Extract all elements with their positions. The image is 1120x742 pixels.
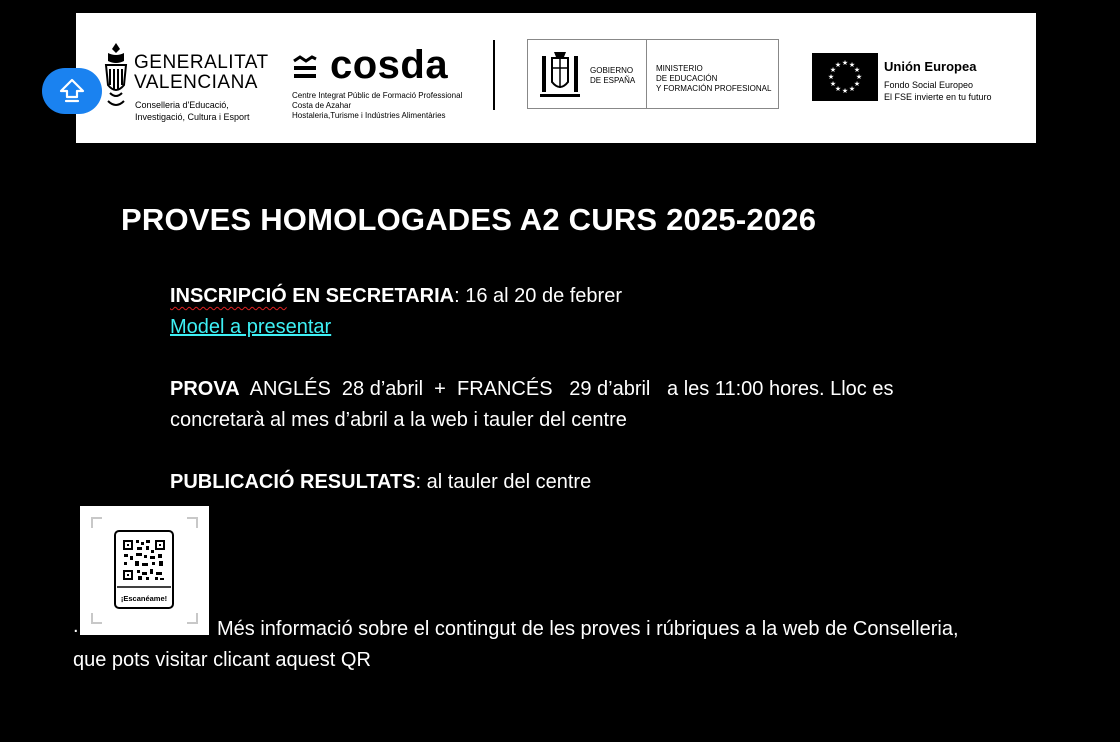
cosda-wordmark: cosda <box>330 43 449 87</box>
inscripcio-dates: : 16 al 20 de febrer <box>454 285 622 307</box>
svg-text:★: ★ <box>853 80 861 88</box>
gobierno-text <box>590 66 635 86</box>
gobierno-line2: DE ESPAÑA <box>590 76 636 85</box>
ue-logo <box>812 53 1032 113</box>
inscripcio-paragraph <box>170 281 1030 312</box>
gobierno-line1: GOBIERNO <box>590 66 634 75</box>
prova-paragraph <box>170 374 1030 405</box>
scroll-up-button[interactable] <box>42 68 102 114</box>
conselleria-line2: Investigació, Cultura i Esport <box>135 112 250 122</box>
arrow-up-icon <box>58 77 86 105</box>
info-line2: que pots visitar clicant aquest QR <box>73 649 371 671</box>
ue-sub-line2: El FSE invierte en tu futuro <box>884 92 992 102</box>
cosda-subtitle <box>292 91 462 121</box>
gobierno-separator <box>646 40 647 108</box>
resultats-paragraph <box>170 467 1030 498</box>
page-title: PROVES HOMOLOGADES A2 CURS 2025-2026 <box>121 202 817 237</box>
svg-text:★: ★ <box>841 87 849 95</box>
cosda-logo <box>292 43 482 133</box>
stray-dot: . <box>73 615 79 637</box>
ministerio-line2: DE EDUCACIÓN <box>656 74 718 83</box>
resultats-label: PUBLICACIÓ RESULTATS <box>170 471 416 493</box>
ue-title: Unión Europea <box>884 59 977 74</box>
svg-text:★: ★ <box>848 61 856 69</box>
prova-text-line2: concretarà al mes d’abril a la web i tauler del centre <box>170 409 627 431</box>
svg-text:★: ★ <box>834 61 842 69</box>
main-content <box>170 281 1030 498</box>
qr-caption: ¡Escanéame! <box>120 594 168 603</box>
cosda-sub-line2: Costa de Azahar <box>292 101 352 110</box>
ue-sub-line1: Fondo Social Europeo <box>884 80 974 90</box>
ue-subtitle <box>884 79 992 103</box>
generalitat-name-line2: VALENCIANA <box>134 72 258 93</box>
gobierno-logo <box>527 39 779 109</box>
eu-flag-icon <box>812 53 878 101</box>
secretaria-label: EN SECRETARIA <box>286 285 455 307</box>
inscripcio-label: INSCRIPCIÓ <box>170 285 287 307</box>
prova-text-line1: ANGLÉS 28 d’abril + FRANCÉS 29 d’abril a les 11:00 hores. Lloc es <box>239 378 894 400</box>
svg-text:★: ★ <box>848 85 856 93</box>
ministerio-line3: Y FORMACIÓN PROFESIONAL <box>656 84 772 93</box>
ministerio-text <box>656 64 771 94</box>
ministerio-line1: MINISTERIO <box>656 64 703 73</box>
logo-divider <box>493 40 495 110</box>
generalitat-logo <box>102 39 272 129</box>
svg-text:★: ★ <box>853 66 861 74</box>
info-paragraph <box>73 614 1053 676</box>
cosda-sub-line3: Hostaleria,Turisme i Indústries Alimentàries <box>292 111 446 120</box>
generalitat-emblem-icon <box>102 41 130 113</box>
svg-text:★: ★ <box>834 85 842 93</box>
cosda-sub-line1: Centre Integrat Públic de Formació Professional <box>292 91 463 100</box>
resultats-value: : al tauler del centre <box>415 471 592 493</box>
generalitat-name <box>134 53 269 93</box>
model-link[interactable]: Model a presentar <box>170 316 332 338</box>
cosda-waves-icon <box>292 55 318 81</box>
svg-text:★: ★ <box>829 66 837 74</box>
prova-label: PROVA <box>170 378 240 400</box>
spain-coat-of-arms-icon <box>538 48 582 100</box>
svg-text:★: ★ <box>829 80 837 88</box>
svg-text:★: ★ <box>841 59 849 67</box>
conselleria-name <box>135 99 250 123</box>
generalitat-name-line1: GENERALITAT <box>134 52 269 73</box>
svg-text:★: ★ <box>827 73 835 81</box>
header-logos-banner <box>76 13 1036 143</box>
info-line1: Més informació sobre el contingut de les proves i rúbriques a la web de Conselleria, <box>217 618 959 640</box>
svg-text:★: ★ <box>855 73 863 81</box>
conselleria-line1: Conselleria d'Educació, <box>135 100 229 110</box>
